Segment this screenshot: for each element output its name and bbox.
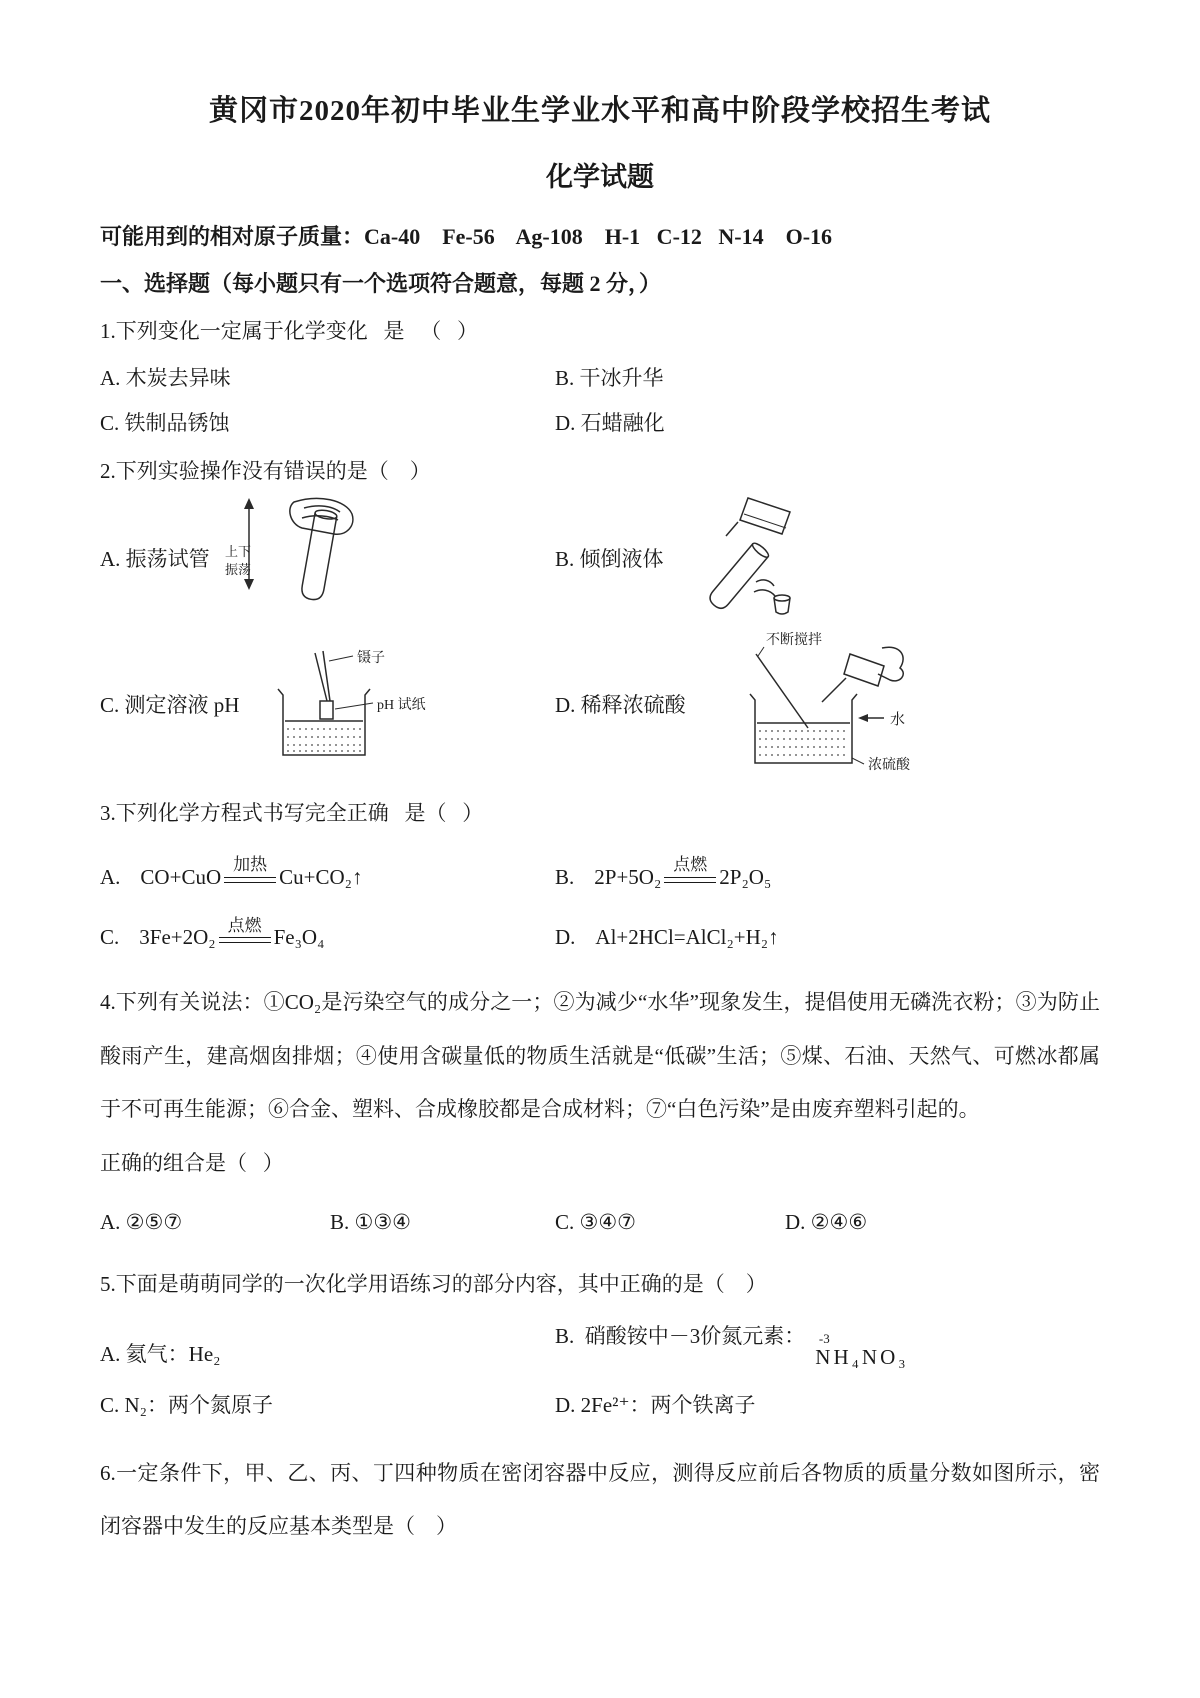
label-tweezers: 镊子 (357, 650, 386, 666)
section-heading: 一、选择题（每小题只有一个选项符合题意，每题 2 分，） (100, 271, 662, 296)
nh4no3-formula (815, 1332, 908, 1369)
equation-a-left: CO+CuO (140, 864, 222, 889)
label-updown: 上下 (224, 543, 251, 559)
q1-stem: 1.下列变化一定属于化学变化 是 （ ） (100, 319, 478, 343)
condition-text: 点燃 (227, 915, 262, 935)
q4-option-c: C. ③④⑦ (555, 1209, 636, 1234)
q3-option-a-letter: A. (100, 864, 121, 889)
q5-options-row-2 (100, 1391, 1100, 1420)
q2-option-c (100, 628, 555, 780)
q1-options-row-1 (100, 364, 1100, 393)
exam-title: 黄冈市2020年初中毕业生学业水平和高中阶段学校招生考试 (208, 95, 991, 127)
equation-a-condition (221, 855, 279, 890)
equation-c-left: 3Fe+2O₂ (139, 925, 216, 950)
q3-option-c-letter: C. (100, 925, 120, 950)
question-4 (100, 976, 1100, 1244)
q1-option-c: C. 铁制品锈蚀 (100, 410, 230, 435)
q2-stem: 2.下列实验操作没有错误的是（ ） (100, 459, 431, 484)
question-3 (100, 798, 1100, 951)
pour-vessel-sketch (844, 654, 884, 686)
double-line (664, 877, 716, 883)
q4-option-b: B. ①③④ (330, 1209, 411, 1234)
tweezers-sketch (315, 653, 327, 701)
q3-stem: 3.下列化学方程式书写完全正确 是（ ） (100, 800, 484, 825)
figure-dilute-acid (700, 628, 925, 780)
q5-stem: 5.下面是萌萌同学的一次化学用语练习的部分内容，其中正确的是（ ） (100, 1271, 767, 1296)
q6-stem: 6.一定条件下，甲、乙、丙、丁四种物质在密闭容器中反应，测得反应前后各物质的质量分数如图所示，密闭容器中发生的反应基本类型是（ ） (100, 1460, 1100, 1539)
equation-b-condition (661, 855, 719, 890)
beaker-sketch (750, 694, 857, 763)
bottle-sketch (740, 498, 790, 534)
question-1 (100, 316, 1100, 438)
equation-b (594, 855, 771, 890)
figure-shake-test-tube (224, 494, 374, 622)
q1-option-d: D. 石蜡融化 (555, 410, 665, 435)
q5-option-b-label: B. 硝酸铵中－3价氮元素： (555, 1324, 806, 1349)
nitrogen-valence-stack (815, 1332, 833, 1369)
q2-option-b (555, 492, 1100, 624)
q3-option-b (555, 855, 1100, 890)
label-water: 水 (889, 711, 905, 728)
equation-a-right: Cu+CO₂↑ (279, 864, 363, 889)
q2-option-a (100, 492, 555, 624)
question-6 (100, 1447, 1100, 1554)
condition-text: 点燃 (673, 855, 708, 875)
q3-row-cd (100, 916, 1100, 951)
label-shake: 振荡 (224, 561, 251, 577)
label-stir: 不断搅拌 (765, 632, 822, 648)
q2-option-c-label: C. 测定溶液 pH (100, 692, 240, 717)
equation-c-condition (216, 916, 274, 951)
condition-text: 加热 (233, 855, 268, 875)
q5-options-row-1 (100, 1322, 1100, 1369)
q3-option-b-letter: B. (555, 864, 575, 889)
q1-options-row-2 (100, 409, 1100, 438)
question-5 (100, 1269, 1100, 1421)
test-tube-sketch (300, 509, 337, 601)
q5-option-d: D. 2Fe²⁺：两个铁离子 (555, 1393, 756, 1418)
q2-row-cd (100, 628, 1100, 780)
q1-option-a: A. 木炭去异味 (100, 365, 231, 390)
hand-sketch (878, 647, 903, 681)
figure-measure-ph (253, 643, 463, 765)
q2-row-ab (100, 492, 1100, 624)
stir-rod-sketch (756, 654, 808, 728)
equation-c (139, 916, 324, 951)
equation-b-left: 2P+5O₂ (594, 864, 662, 889)
hand-sketch (756, 580, 774, 586)
equation-c-right: Fe₃O₄ (273, 925, 325, 950)
q4-options-row (100, 1199, 1100, 1245)
q4-option-a: A. ②⑤⑦ (100, 1209, 183, 1234)
question-2 (100, 456, 1100, 780)
q4-stem-tail: 正确的组合是（ ） (100, 1151, 284, 1176)
q3-row-ab (100, 855, 1100, 890)
q3-option-a (100, 855, 555, 890)
q3-option-c (100, 916, 555, 951)
equation-d: Al+2HCl=AlCl₂+H₂↑ (595, 925, 779, 950)
double-line (219, 937, 271, 943)
nitrogen-symbol: N (815, 1345, 834, 1370)
test-tube-sketch (706, 541, 770, 612)
q1-option-b: B. 干冰升华 (555, 365, 664, 390)
q5-option-a: A. 氦气：He₂ (100, 1342, 221, 1366)
q2-option-d-label: D. 稀释浓硫酸 (555, 692, 686, 717)
double-line (224, 877, 276, 883)
q2-option-b-label: B. 倾倒液体 (555, 546, 664, 571)
q5-option-c: C. N₂：两个氮原子 (100, 1393, 273, 1418)
q5-option-b (555, 1322, 1100, 1369)
q3-option-d-letter: D. (555, 925, 576, 950)
valence-label: -3 (818, 1331, 830, 1347)
q4-stem: 4.下列有关说法：①CO₂是污染空气的成分之一；②为减少“水华”现象发生，提倡使用无磷洗衣粉；③为防止酸雨产生，建高烟囱排烟；④使用含碳量低的物质生活就是“低碳”生活；⑤煤、石油、天然气、可燃冰都属于不可再生能源；⑥合金、塑料、合成橡胶都是合成材料；⑦“白色污染”是由废弃塑料引起的。 (100, 990, 1100, 1122)
q4-option-d: D. ②④⑥ (785, 1209, 868, 1234)
exam-subject-title: 化学试题 (546, 162, 654, 192)
formula-rest: H₄NO₃ (833, 1345, 909, 1370)
q2-option-a-label: A. 振荡试管 (100, 546, 210, 571)
equation-a (140, 855, 362, 890)
q3-option-d (555, 924, 1100, 950)
label-acid: 浓硫酸 (867, 757, 910, 773)
atomic-mass-note: 可能用到的相对原子质量：Ca-40 Fe-56 Ag-108 H-1 C-12 N-14 O-16 (100, 224, 833, 249)
figure-pour-liquid (678, 492, 808, 624)
q2-option-d (555, 628, 1100, 780)
equation-b-right: 2P₂O₅ (719, 864, 772, 889)
label-ph-paper: pH 试纸 (377, 697, 427, 713)
stopper-sketch (774, 595, 790, 601)
